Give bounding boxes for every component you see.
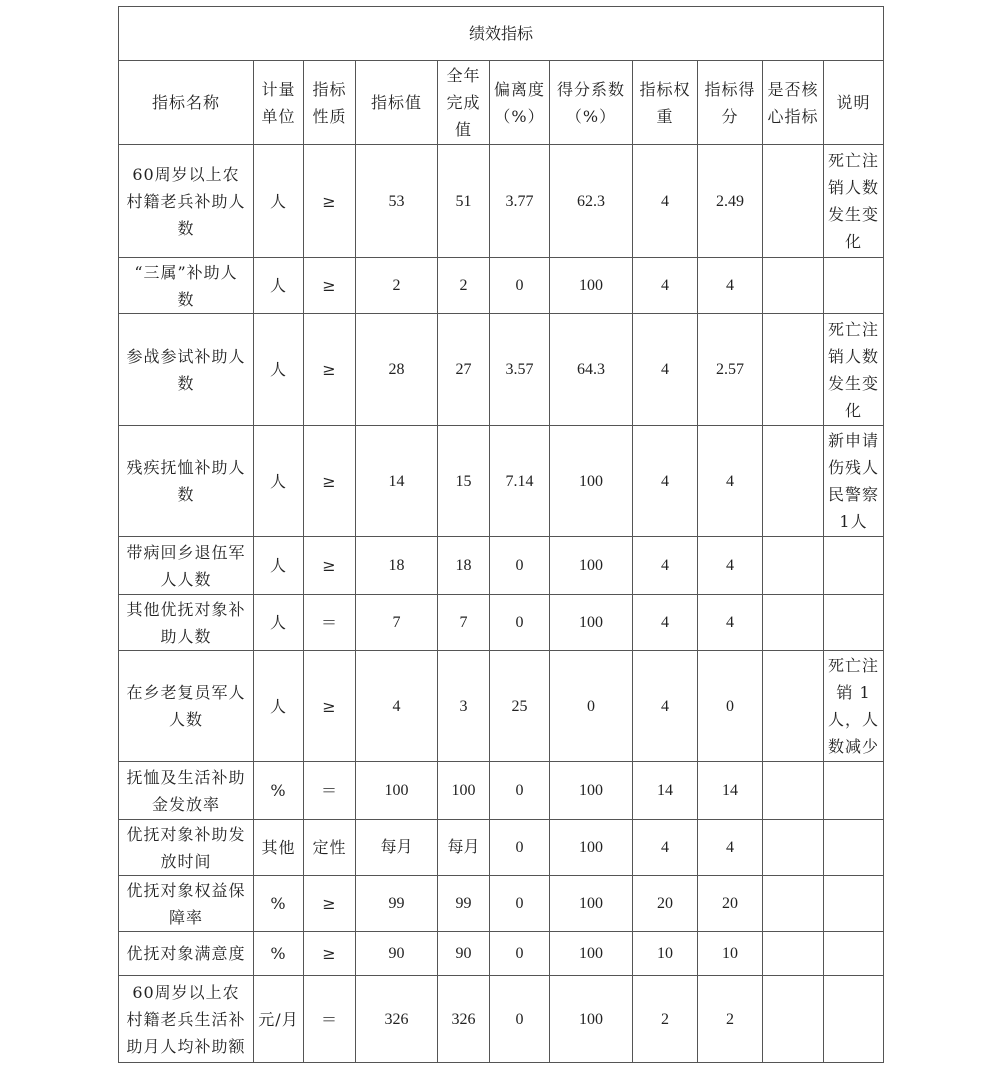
cell-is-core: [763, 595, 824, 651]
cell-deviation: 0: [490, 820, 550, 876]
cell-weight: 2: [633, 976, 698, 1063]
cell-note: [824, 976, 884, 1063]
cell-unit: 人: [254, 145, 304, 258]
cell-nature: 定性: [304, 820, 356, 876]
cell-unit: 人: [254, 537, 304, 595]
cell-deviation: 7.14: [490, 426, 550, 537]
cell-deviation: 0: [490, 258, 550, 314]
cell-weight: 10: [633, 932, 698, 976]
table-row: [119, 976, 884, 1063]
cell-deviation: 0: [490, 932, 550, 976]
table-row: [119, 258, 884, 314]
cell-actual-value: 2: [438, 258, 490, 314]
performance-indicator-table: [118, 6, 884, 1063]
cell-score: 20: [698, 876, 763, 932]
cell-indicator-name: 残疾抚恤补助人 数: [119, 426, 254, 537]
cell-is-core: [763, 876, 824, 932]
cell-actual-value: 15: [438, 426, 490, 537]
cell-is-core: [763, 145, 824, 258]
cell-score: 4: [698, 595, 763, 651]
cell-score-coefficient: 62.3: [550, 145, 633, 258]
cell-actual-value: 每月: [438, 820, 490, 876]
cell-score-coefficient: 100: [550, 932, 633, 976]
cell-score: 2.49: [698, 145, 763, 258]
cell-weight: 14: [633, 762, 698, 820]
cell-note: 死亡注 销人数 发生变 化: [824, 314, 884, 426]
cell-note: 新申请 伤残人 民警察 1人: [824, 426, 884, 537]
cell-target-value: 18: [356, 537, 438, 595]
cell-unit: %: [254, 932, 304, 976]
cell-weight: 4: [633, 595, 698, 651]
cell-note: [824, 537, 884, 595]
cell-indicator-name: 抚恤及生活补助 金发放率: [119, 762, 254, 820]
cell-unit: %: [254, 762, 304, 820]
cell-actual-value: 18: [438, 537, 490, 595]
cell-score: 2.57: [698, 314, 763, 426]
cell-score: 0: [698, 651, 763, 762]
cell-unit: 元/月: [254, 976, 304, 1063]
cell-target-value: 100: [356, 762, 438, 820]
table-row: [119, 595, 884, 651]
cell-target-value: 53: [356, 145, 438, 258]
table-row: [119, 651, 884, 762]
cell-indicator-name: 带病回乡退伍军 人人数: [119, 537, 254, 595]
cell-target-value: 每月: [356, 820, 438, 876]
cell-indicator-name: “三属”补助人 数: [119, 258, 254, 314]
header-weight: 指标权 重: [633, 61, 698, 145]
cell-actual-value: 51: [438, 145, 490, 258]
cell-indicator-name: 60周岁以上农 村籍老兵生活补 助月人均补助额: [119, 976, 254, 1063]
cell-is-core: [763, 314, 824, 426]
cell-score-coefficient: 100: [550, 820, 633, 876]
header-unit: 计量 单位: [254, 61, 304, 145]
cell-actual-value: 3: [438, 651, 490, 762]
cell-unit: 人: [254, 651, 304, 762]
cell-actual-value: 27: [438, 314, 490, 426]
cell-nature: ≥: [304, 145, 356, 258]
cell-target-value: 28: [356, 314, 438, 426]
header-note: 说明: [824, 61, 884, 145]
cell-score: 14: [698, 762, 763, 820]
cell-weight: 4: [633, 258, 698, 314]
cell-target-value: 326: [356, 976, 438, 1063]
cell-score: 10: [698, 932, 763, 976]
cell-weight: 20: [633, 876, 698, 932]
cell-unit: 人: [254, 258, 304, 314]
cell-nature: ≥: [304, 932, 356, 976]
cell-note: [824, 820, 884, 876]
header-row: [119, 61, 884, 145]
cell-is-core: [763, 820, 824, 876]
cell-indicator-name: 优抚对象权益保 障率: [119, 876, 254, 932]
header-target-value: 指标值: [356, 61, 438, 145]
cell-unit: 人: [254, 314, 304, 426]
cell-is-core: [763, 976, 824, 1063]
cell-note: [824, 258, 884, 314]
cell-deviation: 0: [490, 762, 550, 820]
header-is-core: 是否核 心指标: [763, 61, 824, 145]
cell-weight: 4: [633, 145, 698, 258]
cell-is-core: [763, 537, 824, 595]
cell-weight: 4: [633, 651, 698, 762]
cell-score: 4: [698, 537, 763, 595]
cell-actual-value: 90: [438, 932, 490, 976]
cell-nature: ≥: [304, 651, 356, 762]
cell-nature: ≥: [304, 876, 356, 932]
cell-unit: 其他: [254, 820, 304, 876]
cell-nature: ＝: [304, 976, 356, 1063]
cell-unit: %: [254, 876, 304, 932]
table-row: [119, 314, 884, 426]
header-nature: 指标 性质: [304, 61, 356, 145]
header-score: 指标得 分: [698, 61, 763, 145]
cell-is-core: [763, 762, 824, 820]
cell-score-coefficient: 100: [550, 876, 633, 932]
cell-indicator-name: 在乡老复员军人 人数: [119, 651, 254, 762]
header-indicator-name: 指标名称: [119, 61, 254, 145]
cell-score: 4: [698, 820, 763, 876]
cell-nature: ≥: [304, 537, 356, 595]
cell-indicator-name: 优抚对象满意度: [119, 932, 254, 976]
cell-score-coefficient: 100: [550, 976, 633, 1063]
table-row: [119, 426, 884, 537]
cell-nature: ＝: [304, 762, 356, 820]
header-deviation: 偏离度 （%）: [490, 61, 550, 145]
cell-deviation: 0: [490, 537, 550, 595]
cell-is-core: [763, 651, 824, 762]
cell-target-value: 14: [356, 426, 438, 537]
cell-note: [824, 595, 884, 651]
cell-unit: 人: [254, 595, 304, 651]
cell-weight: 4: [633, 314, 698, 426]
cell-note: [824, 762, 884, 820]
cell-nature: ＝: [304, 595, 356, 651]
cell-is-core: [763, 258, 824, 314]
cell-note: 死亡注 销 1 人，人 数减少: [824, 651, 884, 762]
cell-is-core: [763, 932, 824, 976]
cell-target-value: 99: [356, 876, 438, 932]
cell-note: 死亡注 销人数 发生变 化: [824, 145, 884, 258]
cell-score-coefficient: 64.3: [550, 314, 633, 426]
cell-actual-value: 99: [438, 876, 490, 932]
table-title: 绩效指标: [119, 7, 884, 61]
cell-indicator-name: 60周岁以上农 村籍老兵补助人 数: [119, 145, 254, 258]
cell-score-coefficient: 100: [550, 258, 633, 314]
cell-score-coefficient: 0: [550, 651, 633, 762]
cell-deviation: 0: [490, 976, 550, 1063]
cell-deviation: 0: [490, 595, 550, 651]
cell-nature: ≥: [304, 258, 356, 314]
cell-score: 4: [698, 258, 763, 314]
cell-weight: 4: [633, 537, 698, 595]
cell-target-value: 2: [356, 258, 438, 314]
cell-is-core: [763, 426, 824, 537]
cell-note: [824, 876, 884, 932]
cell-deviation: 3.57: [490, 314, 550, 426]
cell-actual-value: 7: [438, 595, 490, 651]
cell-note: [824, 932, 884, 976]
table-row: [119, 537, 884, 595]
cell-weight: 4: [633, 426, 698, 537]
cell-deviation: 3.77: [490, 145, 550, 258]
cell-actual-value: 100: [438, 762, 490, 820]
cell-score: 2: [698, 976, 763, 1063]
table-row: [119, 145, 884, 258]
cell-deviation: 0: [490, 876, 550, 932]
cell-target-value: 4: [356, 651, 438, 762]
table-row: [119, 762, 884, 820]
table-row: [119, 820, 884, 876]
cell-unit: 人: [254, 426, 304, 537]
cell-nature: ≥: [304, 314, 356, 426]
cell-deviation: 25: [490, 651, 550, 762]
cell-score-coefficient: 100: [550, 537, 633, 595]
cell-score-coefficient: 100: [550, 595, 633, 651]
cell-indicator-name: 优抚对象补助发 放时间: [119, 820, 254, 876]
table-row: [119, 932, 884, 976]
cell-score-coefficient: 100: [550, 426, 633, 537]
cell-actual-value: 326: [438, 976, 490, 1063]
cell-indicator-name: 参战参试补助人 数: [119, 314, 254, 426]
cell-nature: ≥: [304, 426, 356, 537]
header-score-coefficient: 得分系数 （%）: [550, 61, 633, 145]
cell-indicator-name: 其他优抚对象补 助人数: [119, 595, 254, 651]
cell-score-coefficient: 100: [550, 762, 633, 820]
cell-target-value: 90: [356, 932, 438, 976]
cell-score: 4: [698, 426, 763, 537]
cell-weight: 4: [633, 820, 698, 876]
table-row: [119, 876, 884, 932]
cell-target-value: 7: [356, 595, 438, 651]
header-actual-value: 全年 完成 值: [438, 61, 490, 145]
